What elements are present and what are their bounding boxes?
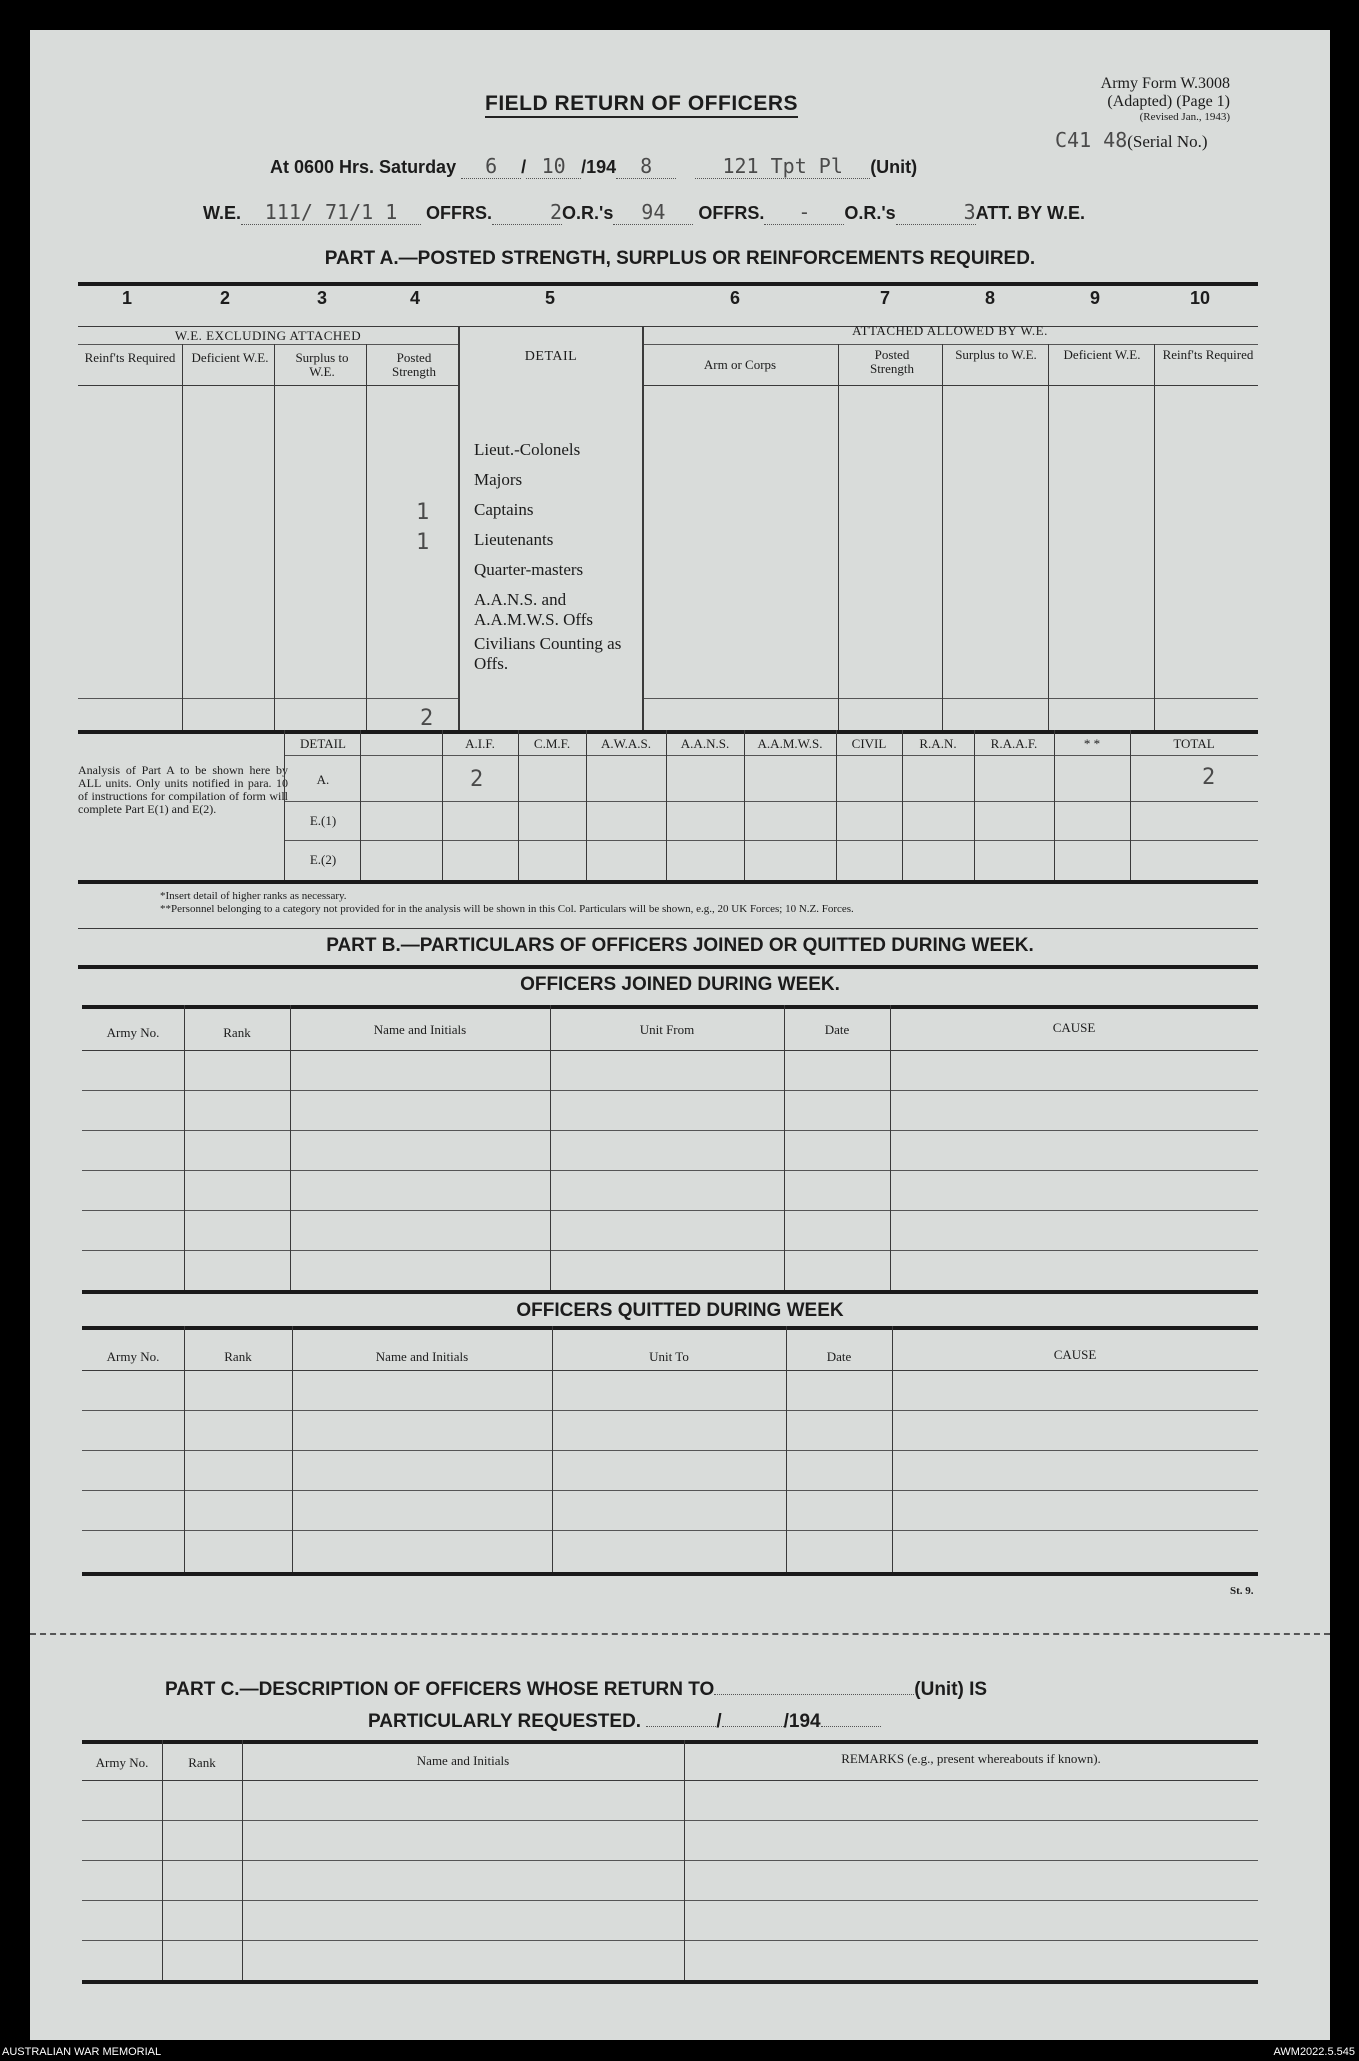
unit-field: 121 Tpt Pl [695, 154, 870, 179]
offrs-field: 2 [492, 200, 562, 225]
footnote-2: **Personnel belonging to a category not provided for in the analysis will be shown in this Col. Particulars will be shown, e.g., 20 UK Forces; 10 N.Z. Forces. [160, 903, 854, 915]
header-we-line [203, 200, 1085, 225]
part-a-bottom-rule [78, 730, 1258, 734]
an-h-civil: CIVIL [851, 736, 887, 751]
col-num-2: 2 [220, 288, 231, 308]
right-col-reinfts: Reinf'ts Required [1162, 347, 1254, 362]
an-v11 [1130, 730, 1131, 880]
part-c-sep: / [716, 1711, 722, 1732]
part-c-month-field[interactable] [722, 1710, 784, 1727]
vline-9 [1154, 344, 1155, 730]
part-a-heading: PART A.—POSTED STRENGTH, SURPLUS OR REINFORCEMENTS REQUIRED. [324, 248, 1036, 269]
quitted-top-rule [82, 1326, 1258, 1330]
part-c-v2 [242, 1740, 243, 1980]
we-label: W.E. [203, 203, 242, 223]
joined-row-2 [82, 1130, 1258, 1131]
att-group-rule [642, 344, 1258, 345]
an-v4 [586, 730, 587, 880]
ors-label: O.R.'s [562, 203, 614, 223]
part-c-year-prefix: /194 [783, 1711, 821, 1732]
col-num-10: 10 [1190, 288, 1211, 308]
left-col-surplus: Surplus to W.E. [295, 350, 349, 379]
an-h-awas: A.W.A.S. [600, 736, 652, 751]
quitted-col-date: Date [826, 1349, 852, 1364]
left-subheader-rule [78, 385, 458, 386]
an-h-aamws: A.A.M.W.S. [757, 736, 823, 751]
part-c-heading-b: (Unit) IS [914, 1679, 988, 1700]
part-c-heading-line1 [165, 1678, 987, 1701]
quitted-col-cause: CAUSE [1053, 1347, 1097, 1362]
joined-header-rule [82, 1050, 1258, 1051]
part-c-header-rule [82, 1780, 1258, 1781]
offrs2-field: - [764, 200, 844, 225]
posted-total: 2 [420, 706, 434, 731]
col-num-7: 7 [880, 288, 891, 308]
joined-col-name: Name and Initials [373, 1022, 467, 1037]
we-group-rule [78, 344, 458, 345]
posted-lieutenants: 1 [416, 530, 430, 555]
right-col-deficient: Deficient W.E. [1063, 347, 1141, 362]
quitted-v5 [892, 1326, 893, 1572]
right-col-arm: Arm or Corps [703, 357, 777, 372]
part-c-col-army-no: Army No. [95, 1755, 149, 1770]
vline-7 [942, 344, 943, 730]
left-total-rule [78, 698, 458, 699]
analysis-row-rule-1 [284, 801, 1258, 802]
quitted-row-2 [82, 1450, 1258, 1451]
we-group-header: W.E. EXCLUDING ATTACHED [174, 328, 362, 343]
serial-number [1055, 128, 1208, 152]
joined-row-4 [82, 1210, 1258, 1211]
rank-majors: Majors [474, 470, 523, 489]
joined-col-army-no: Army No. [106, 1025, 160, 1040]
part-b-heading-rule [78, 965, 1258, 969]
an-h-raaf: R.A.A.F. [990, 736, 1038, 751]
col-num-6: 6 [730, 288, 741, 308]
detail-header: DETAIL [524, 349, 578, 364]
an-h-cmf: C.M.F. [533, 736, 571, 751]
vline-1 [182, 344, 183, 730]
date-sep1: / [521, 157, 527, 177]
quitted-col-rank: Rank [224, 1349, 252, 1364]
an-v1 [360, 730, 361, 880]
rank-lieutenants: Lieutenants [474, 530, 554, 549]
vline-6 [838, 344, 839, 730]
serial-value: C41 48 [1055, 128, 1128, 152]
footer-accession-number: AWM2022.5.545 [1273, 2046, 1355, 2058]
at-label: At 0600 Hrs. Saturday [270, 157, 457, 177]
header-date-line [270, 154, 917, 179]
part-c-top-rule [82, 1740, 1258, 1744]
vline-2 [274, 344, 275, 730]
footnote-1: *Insert detail of higher ranks as necessary. [160, 890, 347, 902]
joined-col-cause: CAUSE [1052, 1020, 1096, 1035]
an-v10 [1054, 730, 1055, 880]
form-reference [970, 75, 1230, 123]
quitted-row-4 [82, 1530, 1258, 1531]
quitted-col-army-no: Army No. [106, 1349, 160, 1364]
an-v2 [442, 730, 443, 880]
col-num-4: 4 [410, 288, 421, 308]
an-h-detail: DETAIL [300, 736, 346, 751]
rank-aans: A.A.N.S. and A.A.M.W.S. Offs [474, 590, 594, 629]
joined-row-3 [82, 1170, 1258, 1171]
year-field: 8 [616, 154, 676, 179]
form-page [30, 30, 1330, 2040]
analysis-note: Analysis of Part A to be shown here by ALL units. Only units notified in para. 10 of instructions for compilation of form will complete Part E(1) and E(2). [78, 763, 288, 816]
joined-v5 [890, 1005, 891, 1290]
left-col-deficient: Deficient W.E. [191, 350, 269, 365]
form-title: FIELD RETURN OF OFFICERS [485, 92, 798, 118]
part-c-bottom-rule [82, 1980, 1258, 1984]
quitted-col-name: Name and Initials [375, 1349, 469, 1364]
we-field: 111/ 71/1 1 [241, 200, 421, 225]
quitted-bottom-rule [82, 1572, 1258, 1576]
an-v5 [666, 730, 667, 880]
part-c-heading-line2 [368, 1710, 881, 1733]
offrs-label: OFFRS. [426, 203, 493, 223]
form-ref-line1: Army Form W.3008 [1100, 75, 1230, 92]
joined-col-date: Date [824, 1022, 850, 1037]
part-a-top-rule [78, 282, 1258, 286]
part-c-row-1 [82, 1820, 1258, 1821]
part-c-requested: PARTICULARLY REQUESTED. [368, 1711, 642, 1732]
an-v8 [902, 730, 903, 880]
joined-heading: OFFICERS JOINED DURING WEEK. [520, 974, 840, 995]
part-c-day-field[interactable] [646, 1710, 716, 1727]
st-ref: St. 9. [1230, 1585, 1254, 1597]
posted-captains: 1 [416, 500, 430, 525]
rank-list [474, 440, 644, 676]
right-col-posted: Posted Strength [869, 347, 915, 376]
att-label: ATT. BY W.E. [975, 203, 1085, 223]
right-subheader-rule [642, 385, 1258, 386]
joined-row-5 [82, 1250, 1258, 1251]
joined-top-rule [82, 1005, 1258, 1009]
ors2-field: 3 [896, 200, 976, 225]
col-num-5: 5 [545, 288, 556, 308]
part-c-row-2 [82, 1860, 1258, 1861]
col-num-1: 1 [122, 288, 133, 308]
an-aif-value: 2 [470, 767, 484, 792]
an-v3 [518, 730, 519, 880]
quitted-row-3 [82, 1490, 1258, 1491]
part-c-heading-a: PART C.—DESCRIPTION OF OFFICERS WHOSE RETURN TO [165, 1679, 715, 1700]
day-field: 6 [461, 154, 521, 179]
left-col-reinfts: Reinf'ts Required [84, 350, 176, 365]
part-c-col-name: Name and Initials [416, 1753, 510, 1768]
an-v0 [284, 730, 285, 880]
part-c-row-3 [82, 1900, 1258, 1901]
quitted-header-rule [82, 1370, 1258, 1371]
part-c-col-remarks: REMARKS (e.g., present whereabouts if known). [841, 1751, 1101, 1766]
an-h-other: * * [1083, 736, 1101, 751]
an-v7 [836, 730, 837, 880]
an-h-total: TOTAL [1173, 736, 1215, 751]
year-prefix: /194 [581, 157, 617, 177]
rank-lieut-colonels: Lieut.-Colonels [474, 440, 581, 459]
an-v6 [744, 730, 745, 880]
part-b-heading: PART B.—PARTICULARS OF OFFICERS JOINED OR QUITTED DURING WEEK. [326, 935, 1034, 956]
part-c-row-4 [82, 1940, 1258, 1941]
col-num-3: 3 [317, 288, 328, 308]
analysis-row-rule-2 [284, 840, 1258, 841]
right-total-rule [642, 698, 1258, 699]
joined-row-1 [82, 1090, 1258, 1091]
vline-8 [1048, 344, 1049, 730]
quitted-row-1 [82, 1410, 1258, 1411]
joined-v1 [184, 1005, 185, 1290]
form-ref-line3: (Revised Jan., 1943) [1139, 111, 1230, 123]
ors-field: 94 [613, 200, 693, 225]
analysis-bottom-rule [78, 880, 1258, 884]
unit-label: (Unit) [870, 157, 918, 177]
part-b-top-rule [78, 928, 1258, 929]
form-ref-line2: (Adapted) (Page 1) [1107, 93, 1230, 110]
an-v9 [974, 730, 975, 880]
an-h-aif: A.I.F. [465, 736, 495, 751]
quitted-heading: OFFICERS QUITTED DURING WEEK [516, 1300, 844, 1321]
offrs2-label: OFFRS. [698, 203, 765, 223]
part-c-v1 [162, 1740, 163, 1980]
quitted-col-unit-to: Unit To [649, 1349, 689, 1364]
part-c-unit-field[interactable] [714, 1678, 914, 1695]
an-row-e2: E.(2) [309, 852, 337, 867]
left-col-posted: Posted Strength [391, 350, 437, 379]
an-h-ran: R.A.N. [919, 736, 957, 751]
joined-col-rank: Rank [223, 1025, 251, 1040]
joined-col-unit-from: Unit From [639, 1022, 695, 1037]
rank-captains: Captains [474, 500, 534, 519]
rank-civilians: Civilians Counting as Offs. [474, 634, 622, 673]
an-total-value: 2 [1202, 765, 1216, 790]
col-num-8: 8 [985, 288, 996, 308]
joined-v2 [290, 1005, 291, 1290]
joined-bottom-rule [82, 1290, 1258, 1294]
part-c-v3 [684, 1740, 685, 1980]
an-h-aans: A.A.N.S. [680, 736, 730, 751]
ors2-label: O.R.'s [844, 203, 896, 223]
serial-label: (Serial No.) [1127, 132, 1208, 151]
analysis-header-rule [284, 755, 1258, 756]
part-c-year-field[interactable] [821, 1710, 881, 1727]
footer-archive-name: AUSTRALIAN WAR MEMORIAL [2, 2046, 162, 2058]
part-c-col-rank: Rank [188, 1755, 216, 1770]
vline-4 [458, 326, 460, 730]
rank-quarter-masters: Quarter-masters [474, 560, 584, 579]
part-a-column-numbers [30, 288, 1330, 312]
vline-3 [366, 344, 367, 730]
tear-line [30, 1633, 1330, 1635]
att-group-header: ATTACHED ALLOWED BY W.E. [852, 323, 1048, 338]
month-field: 10 [526, 154, 581, 179]
an-row-a: A. [316, 772, 330, 787]
an-row-e1: E.(1) [309, 813, 337, 828]
col-num-9: 9 [1090, 288, 1101, 308]
right-col-surplus: Surplus to W.E. [955, 347, 1037, 362]
joined-v3 [550, 1005, 551, 1290]
joined-v4 [784, 1005, 785, 1290]
